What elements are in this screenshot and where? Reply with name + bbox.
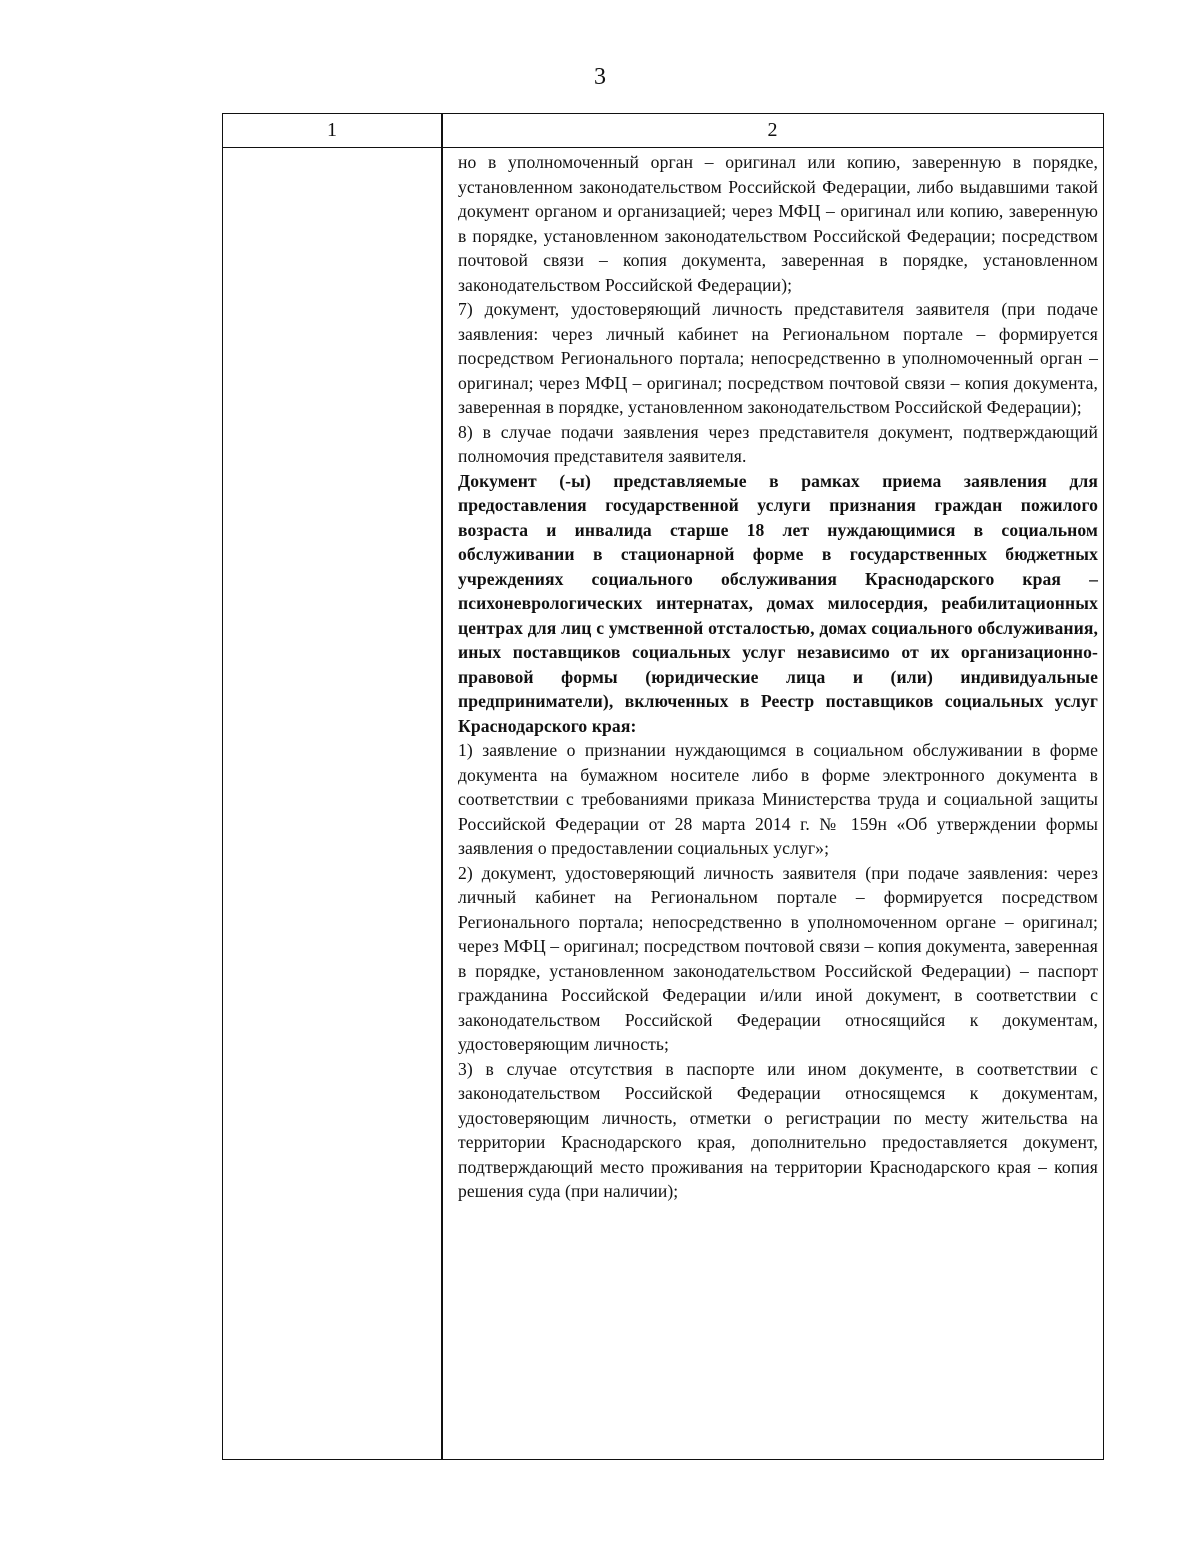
paragraph-item-1: 1) заявление о признании нуждающимся в социальном обслуживании в форме документа на бумажном носителе либо в форме электронного документа в соответствии с требованиями приказа Министерства труда и социальной защиты Российской Федерации от 28 марта 2014 г. № 159н «Об утверждении формы заявления о предоставлении социальных услуг»; xyxy=(458,740,1098,858)
table-header-row xyxy=(223,114,1103,148)
document-table xyxy=(222,113,1104,1460)
section-heading: Документ (-ы) представляемые в рамках приема заявления для предоставления государственной услуги признания граждан пожилого возраста и инвалида старше 18 лет нуждающимися в социальном обслуживании в стационарной форме в государственных бюджетных учреждениях социального обслуживания Краснодарского края – психоневрологических интернатах, домах милосердия, реабилитационных центрах для лиц с умственной отсталостью, домах социального обслуживания, иных поставщиков социальных услуг независимо от их организационно-правовой формы (юридические лица и (или) индивидуальные предприниматели), включенных в Реестр поставщиков социальных услуг Краснодарского края: xyxy=(458,470,1098,736)
page-number: 3 xyxy=(594,64,606,90)
paragraph-item-8: 8) в случае подачи заявления через представителя документ, подтверждающий полномочия представителя заявителя. xyxy=(458,421,1098,466)
column2-cell xyxy=(458,150,1098,1204)
header-cell-col2: 2 xyxy=(767,119,778,141)
paragraph-item-2: 2) документ, удостоверяющий личность заявителя (при подаче заявления: через личный кабинет на Региональном портале – формируется посредством Регионального портала; непосредственно в уполномоченном органе – оригинал; через МФЦ – оригинал; посредством почтовой связи – копия документа, заверенная в порядке, установленном законодательством Российской Федерации) – паспорт гражданина Российской Федерации и/или иной документ, в соответствии с законодательством Российской Федерации относящийся к документам, удостоверяющим личность; xyxy=(458,862,1098,1054)
column1-cell xyxy=(223,148,441,1460)
paragraph-item-3: 3) в случае отсутствия в паспорте или ином документе, в соответствии с законодательством Российской Федерации относящемся к документам, удостоверяющим личность, отметки о регистрации по месту жительства на территории Краснодарского края, дополнительно предоставляется документ, подтверждающий место проживания на территории Краснодарского края – копия решения суда (при наличии); xyxy=(458,1058,1098,1201)
paragraph-item-7: 7) документ, удостоверяющий личность представителя заявителя (при подаче заявления: через личный кабинет на Региональном портале – формируется посредством Регионального портала; непосредственно в уполномоченный орган – оригинал; через МФЦ – оригинал; посредством почтовой связи – копия документа, заверенная в порядке, установленном законодательством Российской Федерации); xyxy=(458,299,1098,417)
column-divider xyxy=(441,114,443,1459)
header-cell-col1: 1 xyxy=(327,119,337,141)
paragraph-continuation: но в уполномоченный орган – оригинал или копию, заверенную в порядке, установленном законодательством Российской Федерации, либо выдавшими такой документ органом и организацией; через МФЦ – оригинал или копию, заверенную в порядке, установленном законодательством Российской Федерации; посредством почтовой связи – копия документа, заверенная в порядке, установленном законодательством Российской Федерации); xyxy=(458,152,1098,295)
